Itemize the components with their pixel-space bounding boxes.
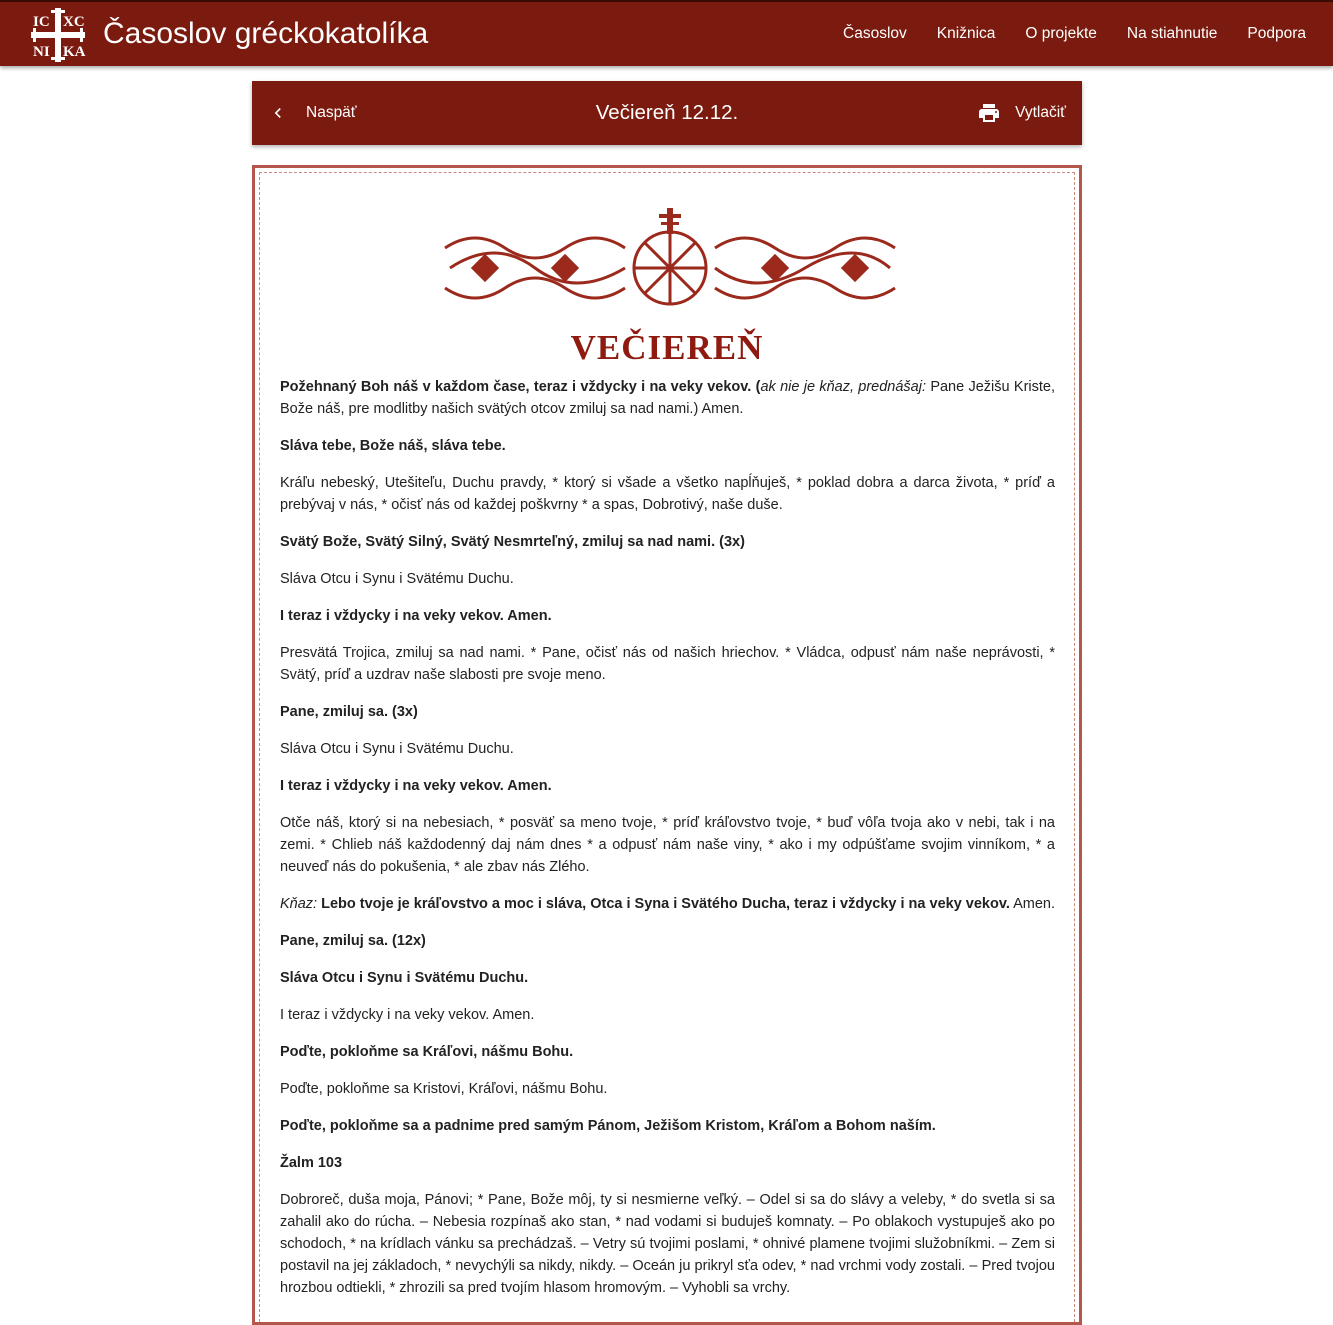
text-run: Otče náš, ktorý si na nebesiach, * posväť sa meno tvoje, * príď kráľovstvo tvoje, * buď vôľa tvoja ako v nebi, tak i na zemi. * Chlieb náš každodenný daj nám dnes * a odpusť nám naše viny, * ako i my odpúšťame svojim vinníkom, * a neuveď nás do pokušenia, * ale zbav nás Zlého. [280, 815, 1055, 875]
printer-icon [977, 101, 1001, 125]
prayer-paragraph [280, 472, 1055, 516]
prayer-paragraph [280, 701, 1055, 723]
text-run: Lebo tvoje je kráľovstvo a moc i sláva, Otca i Syna i Svätého Ducha, teraz i vždycky i na veky vekov. [317, 896, 1010, 912]
ichthys-cross-logo-icon[interactable] [29, 6, 87, 64]
text-run: Amen. [1009, 896, 1055, 912]
page-title: Večiereň 12.12. [595, 101, 739, 124]
text-run: Poďte, pokloňme sa Kristovi, Kráľovi, nášmu Bohu. [280, 1081, 608, 1097]
page-toolbar [252, 81, 1082, 145]
svg-text:XC: XC [63, 14, 85, 30]
text-run: I teraz i vždycky i na veky vekov. Amen. [280, 778, 552, 794]
text-run: ak nie je kňaz, prednášaj: [760, 379, 927, 395]
nav-item-casoslov[interactable]: Časoslov [843, 25, 907, 42]
section-heading: VEČIEREŇ [570, 328, 764, 367]
svg-text:IC: IC [33, 14, 50, 30]
text-run: Presvätá Trojica, zmiluj sa nad nami. * Pane, očisť nás od našich hriechov. * Vládca, odpusť nám naše neprávosti, * Svätý, príď a uzdrav naše slabosti pre svoje meno. [280, 645, 1055, 683]
prayer-text [280, 376, 1055, 1314]
main-nav [843, 2, 1306, 66]
nav-item-o-projekte[interactable]: O projekte [1025, 25, 1097, 42]
celtic-knot-ornament-icon [435, 208, 905, 320]
liturgy-content-frame [252, 165, 1082, 1325]
prayer-paragraph [280, 642, 1055, 686]
prayer-paragraph [280, 1004, 1055, 1026]
prayer-paragraph [280, 775, 1055, 797]
prayer-paragraph [280, 893, 1055, 915]
nav-item-podpora[interactable]: Podpora [1247, 25, 1306, 42]
text-run: Sláva tebe, Bože náš, sláva tebe. [280, 438, 506, 454]
text-run: Žalm 103 [280, 1155, 343, 1171]
app-title[interactable]: Časoslov gréckokatolíka [103, 17, 429, 50]
prayer-paragraph [280, 435, 1055, 457]
app-header [0, 0, 1333, 66]
text-run: I teraz i vždycky i na veky vekov. Amen. [280, 608, 552, 624]
prayer-paragraph [280, 376, 1055, 420]
back-button-label: Naspäť [306, 104, 357, 121]
prayer-paragraph [280, 1115, 1055, 1137]
text-run: Kňaz: [280, 896, 318, 912]
text-run: Kráľu nebeský, Utešiteľu, Duchu pravdy, * ktorý si všade a všetko napĺňuješ, * poklad dobra a darca života, * príď a prebývaj v nás, * očisť nás od každej poškvrny * a spas, Dobrotivý, naše duše. [280, 475, 1055, 513]
prayer-paragraph [280, 1189, 1055, 1299]
text-run: Pane, zmiluj sa. (3x) [280, 704, 418, 720]
text-run: I teraz i vždycky i na veky vekov. Amen. [280, 1007, 535, 1023]
nav-item-kniznica[interactable]: Knižnica [936, 25, 996, 42]
prayer-paragraph [280, 605, 1055, 627]
prayer-paragraph [280, 738, 1055, 760]
text-run: Sláva Otcu i Synu i Svätému Duchu. [280, 741, 514, 757]
text-run: Požehnaný Boh náš v každom čase, teraz i vždycky i na veky vekov. ( [280, 379, 761, 395]
prayer-paragraph [280, 1041, 1055, 1063]
prayer-paragraph [280, 1152, 1055, 1174]
text-run: Dobroreč, duša moja, Pánovi; * Pane, Bože môj, ty si nesmierne veľký. – Odel si sa do slávy a veleby, * do svetla si sa zahalil ako do rúcha. – Nebesia rozpínaš ako stan, * nad vodami si buduješ komnaty. – Po oblakoch vystupuješ ako po schodoch, * na krídlach vánku sa prechádzaš. – Vetry sú tvojimi poslami, * ohnivé plamene tvojimi služobníkmi. – Zem si postavil na jej základoch, * nevychýli sa nikdy, nikdy. – Oceán ju prikryl sťa odev, * nad vrchmi vody zostali. – Pred tvojou hrozbou odtiekli, * zhrozili sa pred tvojím hlasom hromovým. – Vyhobli sa vrchy. [280, 1192, 1055, 1296]
text-run: Svätý Bože, Svätý Silný, Svätý Nesmrteľný, zmiluj sa nad nami. (3x) [280, 534, 745, 550]
text-run: Poďte, pokloňme sa a padnime pred samým Pánom, Ježišom Kristom, Kráľom a Bohom naším. [280, 1118, 936, 1134]
text-run: Poďte, pokloňme sa Kráľovi, nášmu Bohu. [280, 1044, 574, 1060]
svg-text:NI: NI [33, 44, 50, 60]
text-run: Sláva Otcu i Synu i Svätému Duchu. [280, 970, 529, 986]
svg-text:KA: KA [63, 44, 86, 60]
text-run: Pane, zmiluj sa. (12x) [280, 933, 426, 949]
prayer-paragraph [280, 568, 1055, 590]
prayer-paragraph [280, 531, 1055, 553]
prayer-paragraph [280, 1078, 1055, 1100]
prayer-paragraph [280, 967, 1055, 989]
text-run: Pane Ježišu Kriste, Bože náš, pre modlitby našich svätých otcov zmiluj sa nad nami.) Amen. [280, 379, 1055, 417]
text-run: Sláva Otcu i Synu i Svätému Duchu. [280, 571, 514, 587]
nav-item-na-stiahnutie[interactable]: Na stiahnutie [1126, 25, 1218, 42]
print-button-label: Vytlačiť [1015, 104, 1066, 121]
prayer-paragraph [280, 812, 1055, 878]
print-button[interactable] [977, 93, 1066, 133]
prayer-paragraph [280, 930, 1055, 952]
